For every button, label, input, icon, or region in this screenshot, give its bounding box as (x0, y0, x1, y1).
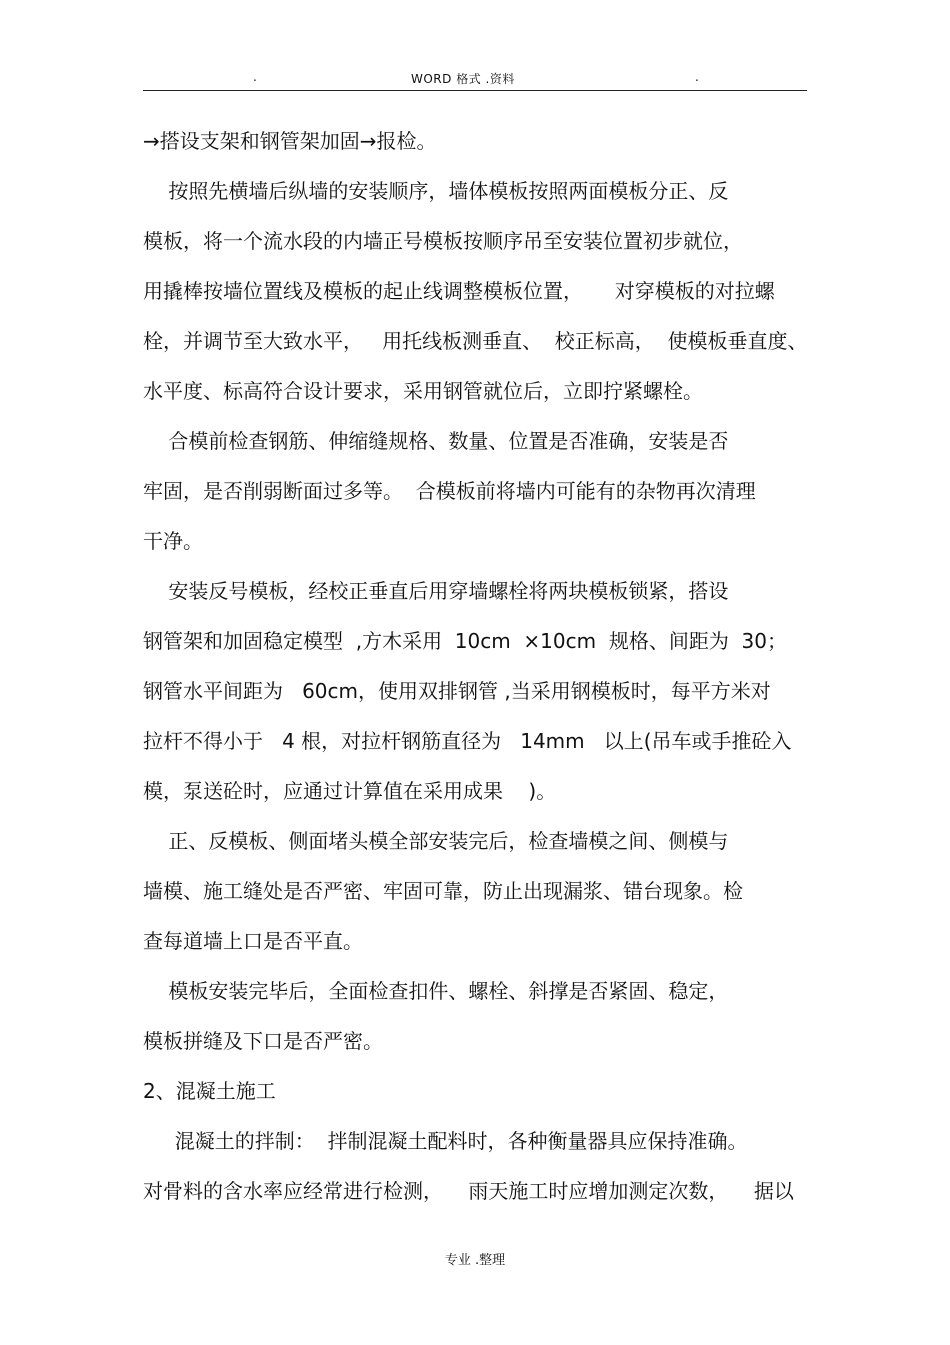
text-line: 拉杆不得小于 4 根，对拉杆钢筋直径为 14mm 以上(吊车或手推砼入 (143, 729, 792, 753)
header-dot-left: . (253, 70, 257, 84)
text-line: 墙模、施工缝处是否严密、牢固可靠，防止出现漏浆、错台现象。检 (143, 879, 743, 903)
text-line: 合模前检查钢筋、伸缩缝规格、数量、位置是否准确，安装是否 (143, 429, 729, 453)
text-line: 模板，将一个流水段的内墙正号模板按顺序吊至安装位置初步就位， (143, 229, 743, 253)
text-line: 水平度、标高符合设计要求，采用钢管就位后，立即拧紧螺栓。 (143, 379, 703, 403)
text-line: 模，泵送砼时，应通过计算值在采用成果 )。 (143, 779, 557, 803)
text-line: →搭设支架和钢管架加固→报检。 (143, 129, 437, 153)
text-line: 模板安装完毕后，全面检查扣件、螺栓、斜撑是否紧固、稳定， (143, 979, 729, 1003)
header-dot-right: . (695, 70, 699, 84)
text-line: 模板拼缝及下口是否严密。 (143, 1029, 383, 1053)
text-line: 栓，并调节至大致水平， 用托线板测垂直、 校正标高， 使模板垂直度、 (143, 329, 808, 353)
text-line: 安装反号模板，经校正垂直后用穿墙螺栓将两块模板锁紧，搭设 (143, 579, 729, 603)
text-line: 钢管架和加固稳定模型 ,方木采用 10cm ×10cm 规格、间距为 30； (143, 629, 787, 653)
section-heading: 2、混凝土施工 (143, 1079, 276, 1103)
text-line: 钢管水平间距为 60cm，使用双排钢管 ,当采用钢模板时，每平方米对 (143, 679, 771, 703)
text-line: 干净。 (143, 529, 203, 553)
text-line: 牢固，是否削弱断面过多等。 合模板前将墙内可能有的杂物再次清理 (143, 479, 756, 503)
page-header (143, 64, 807, 91)
text-line: 查每道墙上口是否平直。 (143, 929, 363, 953)
text-line: 按照先横墙后纵墙的安装顺序，墙体模板按照两面模板分正、反 (143, 179, 729, 203)
header-title: WORD 格式 .资料 (411, 72, 515, 86)
text-line: 对骨料的含水率应经常进行检测， 雨天施工时应增加测定次数， 据以 (143, 1179, 794, 1203)
text-line: 用撬棒按墙位置线及模板的起止线调整模板位置， 对穿模板的对拉螺 (143, 279, 775, 303)
text-line: 正、反模板、侧面堵头模全部安装完后，检查墙模之间、侧模与 (143, 829, 729, 853)
text-line: 混凝土的拌制： 拌制混凝土配料时，各种衡量器具应保持准确。 (143, 1129, 748, 1153)
page-footer: 专业 .整理 (444, 1253, 506, 1268)
